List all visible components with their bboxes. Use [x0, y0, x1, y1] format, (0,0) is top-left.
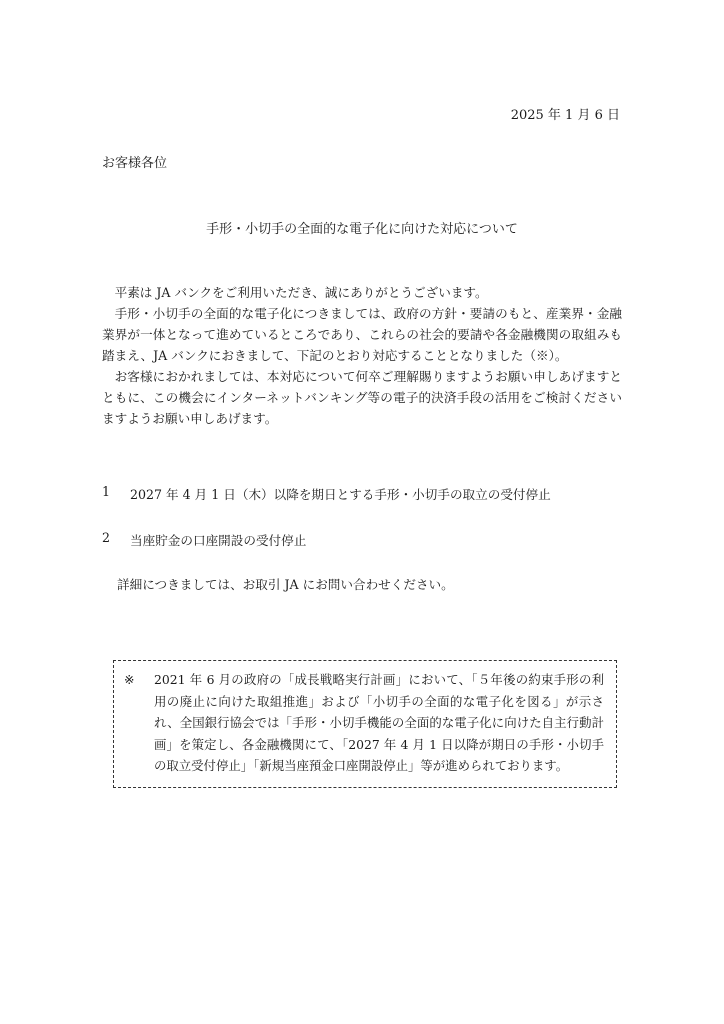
list-item [102, 484, 622, 503]
list-item [102, 530, 622, 549]
document-title: 手形・小切手の全面的な電子化に向けた対応について [206, 222, 518, 237]
footnote-text: 2021 年 6 月の政府の「成長戦略実行計画」において、「５年後の約束手形の利用の廃止に向けた取組推進」および「小切手の全面的な電子化を図る」が示され、全国銀行協会では「手形・小切手機能の全面的な電子化に向けた自主行動計画」を策定し、各金融機関にて、「2027 年 4 月 1 日以降が期日の手形・小切手の取立受付停止」「新規当座預金口座開設停止」等が進められております。 [154, 672, 604, 773]
item-list [102, 484, 622, 576]
item-number: 2 [102, 530, 111, 545]
footnote-box [113, 660, 617, 788]
body-paragraph-2: 手形・小切手の全面的な電子化につきましては、政府の方針・要請のもと、産業界・金融業界が一体となって進めているところであり、これらの社会的要請や各金融機関の取組みも踏まえ、JA バンクにおきまして、下記のとおり対応することとなりました（※）。 [102, 306, 622, 363]
item-text: 2027 年 4 月 1 日（木）以降を期日とする手形・小切手の取立の受付停止 [130, 487, 551, 502]
footnote [124, 669, 604, 777]
contact-note: 詳細につきましては、お取引 JA にお問い合わせください。 [117, 577, 454, 592]
footnote-mark: ※ [124, 672, 135, 687]
body-paragraph-3: お客様におかれましては、本対応について何卒ご理解賜りますようお願い申しあげますとともに、この機会にインターネットバンキング等の電子的決済手段の活用をご検討くださいますようお願い申しあげます。 [102, 369, 622, 426]
document-date: 2025 年 1 月 6 日 [510, 108, 620, 123]
recipient-line: お客様各位 [102, 156, 168, 171]
body-text [102, 282, 622, 429]
item-text: 当座貯金の口座開設の受付停止 [130, 533, 307, 548]
item-number: 1 [102, 484, 111, 499]
body-paragraph-1: 平素は JA バンクをご利用いただき、誠にありがとうございます。 [114, 285, 488, 300]
